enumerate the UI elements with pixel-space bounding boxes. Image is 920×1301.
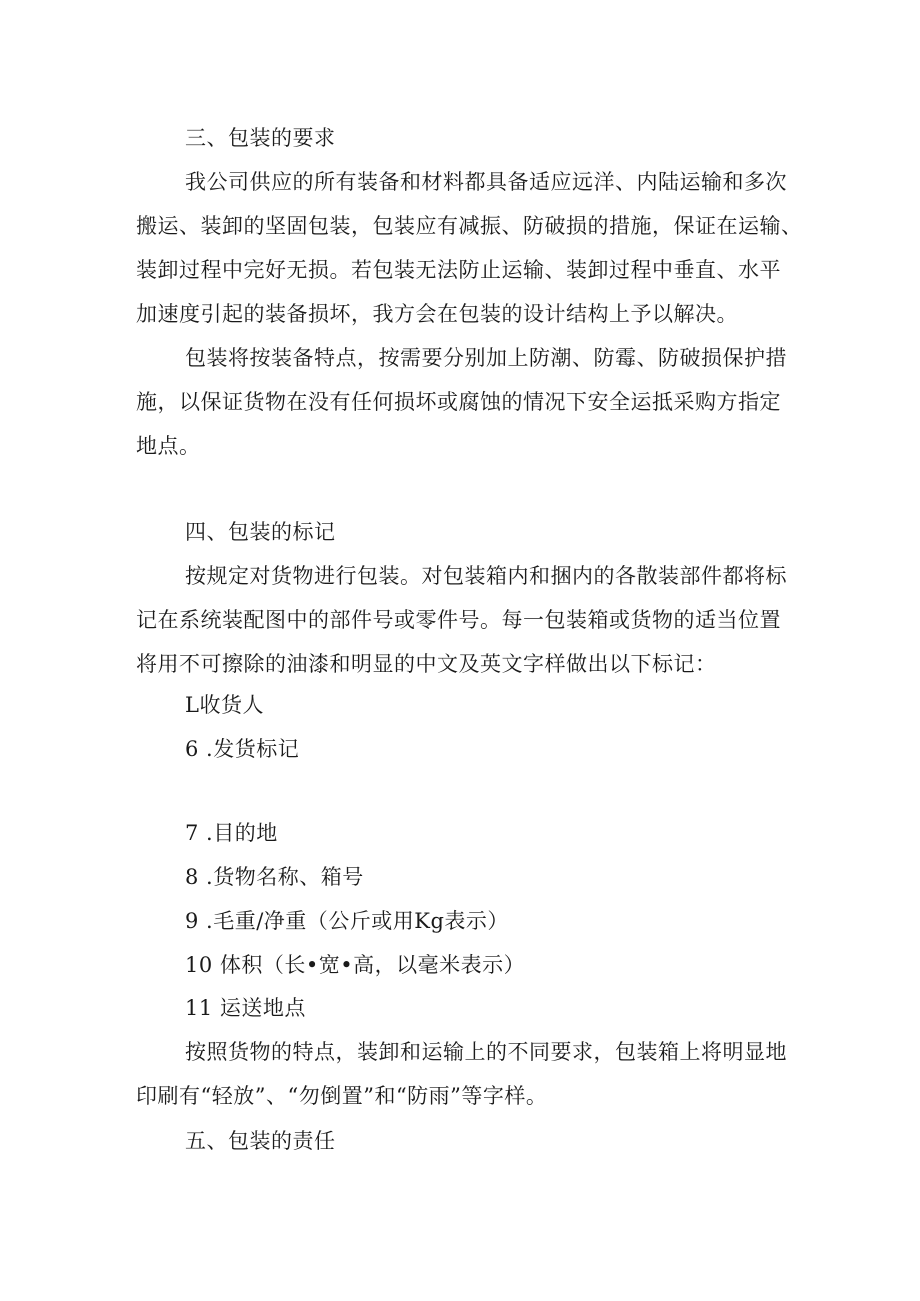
marking-item-9: 9 .毛重/净重（公斤或用Kg表示） xyxy=(185,909,509,933)
marking-item-7: 7 .目的地 xyxy=(185,821,278,845)
section-3-para2-line2: 施，以保证货物在没有任何损坏或腐蚀的情况下安全运抵采购方指定 xyxy=(136,390,781,414)
section-3-heading: 三、包装的要求 xyxy=(185,126,336,150)
marking-item-10: 10 体积（长•宽•高，以毫米表示） xyxy=(185,953,526,977)
section-4-para1-line1: 按规定对货物进行包装。对包装箱内和捆内的各散装部件都将标 xyxy=(185,564,787,588)
marking-item-11: 11 运送地点 xyxy=(185,996,306,1020)
section-3-para1-line4: 加速度引起的装备损坏，我方会在包装的设计结构上予以解决。 xyxy=(136,302,738,326)
marking-item-6: 6 .发货标记 xyxy=(185,737,300,761)
section-3-para1-line3: 装卸过程中完好无损。若包装无法防止运输、装卸过程中垂直、水平 xyxy=(136,258,781,282)
section-3-para1-line1: 我公司供应的所有装备和材料都具备适应远洋、内陆运输和多次 xyxy=(185,170,787,194)
section-4-para1-line3: 将用不可擦除的油漆和明显的中文及英文字样做出以下标记： xyxy=(136,652,717,676)
marking-item-8: 8 .货物名称、箱号 xyxy=(185,865,364,889)
section-3-para2-line3: 地点。 xyxy=(136,434,201,458)
section-5-heading: 五、包装的责任 xyxy=(185,1129,336,1153)
section-4-para2-line2: 印刷有“轻放”、“勿倒置”和“防雨”等字样。 xyxy=(136,1084,548,1108)
marking-item-1: L收货人 xyxy=(185,693,264,717)
section-3-para2-line1: 包装将按装备特点，按需要分别加上防潮、防霉、防破损保护措 xyxy=(185,346,787,370)
section-4-heading: 四、包装的标记 xyxy=(185,520,336,544)
section-4-para1-line2: 记在系统装配图中的部件号或零件号。每一包装箱或货物的适当位置 xyxy=(136,608,781,632)
section-4-para2-line1: 按照货物的特点，装卸和运输上的不同要求，包装箱上将明显地 xyxy=(185,1040,787,1064)
section-3-para1-line2: 搬运、装卸的坚固包装，包装应有减振、防破损的措施，保证在运输、 xyxy=(136,214,803,238)
